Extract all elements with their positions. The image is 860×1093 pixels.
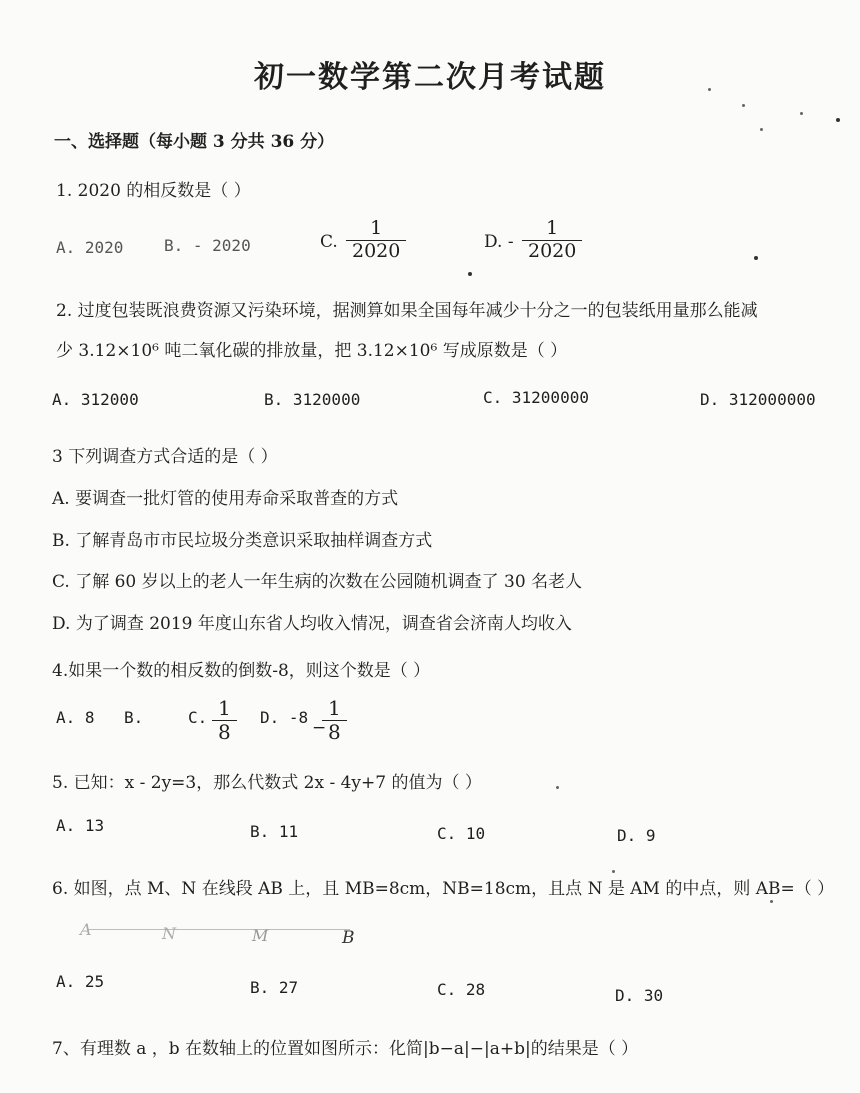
q7-stem: 7、有理数 a ，b 在数轴上的位置如图所示：化简|b−a|−|a+b|的结果是（ ） (52, 1039, 639, 1059)
fraction-numerator: 1 (328, 696, 341, 720)
q1-option-c-label: C. (320, 232, 338, 252)
fraction-numerator: 1 (546, 217, 559, 239)
q2-option-a: A. 312000 (52, 390, 139, 409)
q6-option-a: A. 25 (56, 972, 105, 991)
point-b-label: B (342, 928, 355, 948)
fraction-denominator: 2020 (522, 240, 582, 263)
fraction-denominator: 2020 (346, 240, 406, 263)
q3-option-b: B. 了解青岛市市民垃圾分类意识采取抽样调查方式 (52, 531, 433, 551)
q1-option-d-label: D. - (484, 232, 514, 252)
q6-stem: 6. 如图，点 M、N 在线段 AB 上，且 MB=8cm，NB=18cm，且点 N 是 AM 的中点，则 AB=（ ） (52, 879, 835, 899)
q1-option-d-fraction (522, 218, 582, 263)
q1-option-c-fraction (346, 218, 406, 263)
q2-stem-line2: 少 3.12×10⁶ 吨二氧化碳的排放量，把 3.12×10⁶ 写成原数是（ ） (56, 341, 568, 361)
q4-option-d-label: D. -8 (260, 708, 309, 727)
point-m-label: M (252, 926, 269, 945)
q2-option-b: B. 3120000 (264, 390, 361, 409)
fraction-denominator: 8 (212, 720, 237, 744)
point-a-label: A (80, 920, 92, 939)
fraction-numerator: 1 (218, 696, 231, 720)
q5-option-a: A. 13 (56, 816, 105, 835)
section-heading: 一、选择题（每小题 3 分共 36 分） (54, 132, 335, 152)
q5-option-d: D. 9 (617, 826, 656, 845)
q5-stem: 5. 已知：x - 2y=3，那么代数式 2x - 4y+7 的值为（ ） (52, 773, 482, 793)
q4-option-c-fraction (212, 697, 237, 744)
q2-option-d: D. 312000000 (700, 390, 816, 409)
fraction-numerator: 1 (370, 217, 383, 239)
q3-option-a: A. 要调查一批灯管的使用寿命采取普查的方式 (52, 489, 399, 509)
q6-option-c: C. 28 (437, 980, 486, 999)
q5-option-c: C. 10 (437, 824, 486, 843)
q4-option-d-sign: − (312, 718, 327, 738)
q6-option-b: B. 27 (250, 978, 299, 997)
q1-option-b: B. - 2020 (164, 236, 251, 255)
q3-option-c: C. 了解 60 岁以上的老人一年生病的次数在公园随机调查了 30 名老人 (52, 572, 583, 592)
q2-option-c: C. 31200000 (483, 388, 589, 407)
q1-option-a: A. 2020 (56, 238, 124, 257)
q2-stem-line1: 2. 过度包装既浪费资源又污染环境，据测算如果全国每年减少十分之一的包装纸用量那么能减 (56, 301, 758, 321)
fraction-denominator: 8 (322, 720, 347, 744)
q4-option-a: A. 8 (56, 708, 95, 727)
q4-option-d-fraction (322, 697, 347, 744)
page-title: 初一数学第二次月考试题 (254, 60, 606, 95)
q4-option-c-label: C. (188, 708, 208, 727)
q3-stem: 3 下列调查方式合适的是（ ） (52, 447, 278, 467)
q4-stem: 4.如果一个数的相反数的倒数-8，则这个数是（ ） (52, 661, 431, 681)
q5-option-b: B. 11 (250, 822, 299, 841)
q1-stem: 1. 2020 的相反数是（ ） (56, 181, 251, 201)
q6-option-d: D. 30 (615, 986, 664, 1005)
q4-option-b: B. (124, 708, 144, 727)
point-n-label: N (162, 924, 176, 943)
q3-option-d: D. 为了调查 2019 年度山东省人均收入情况，调查省会济南人均收入 (52, 614, 572, 634)
